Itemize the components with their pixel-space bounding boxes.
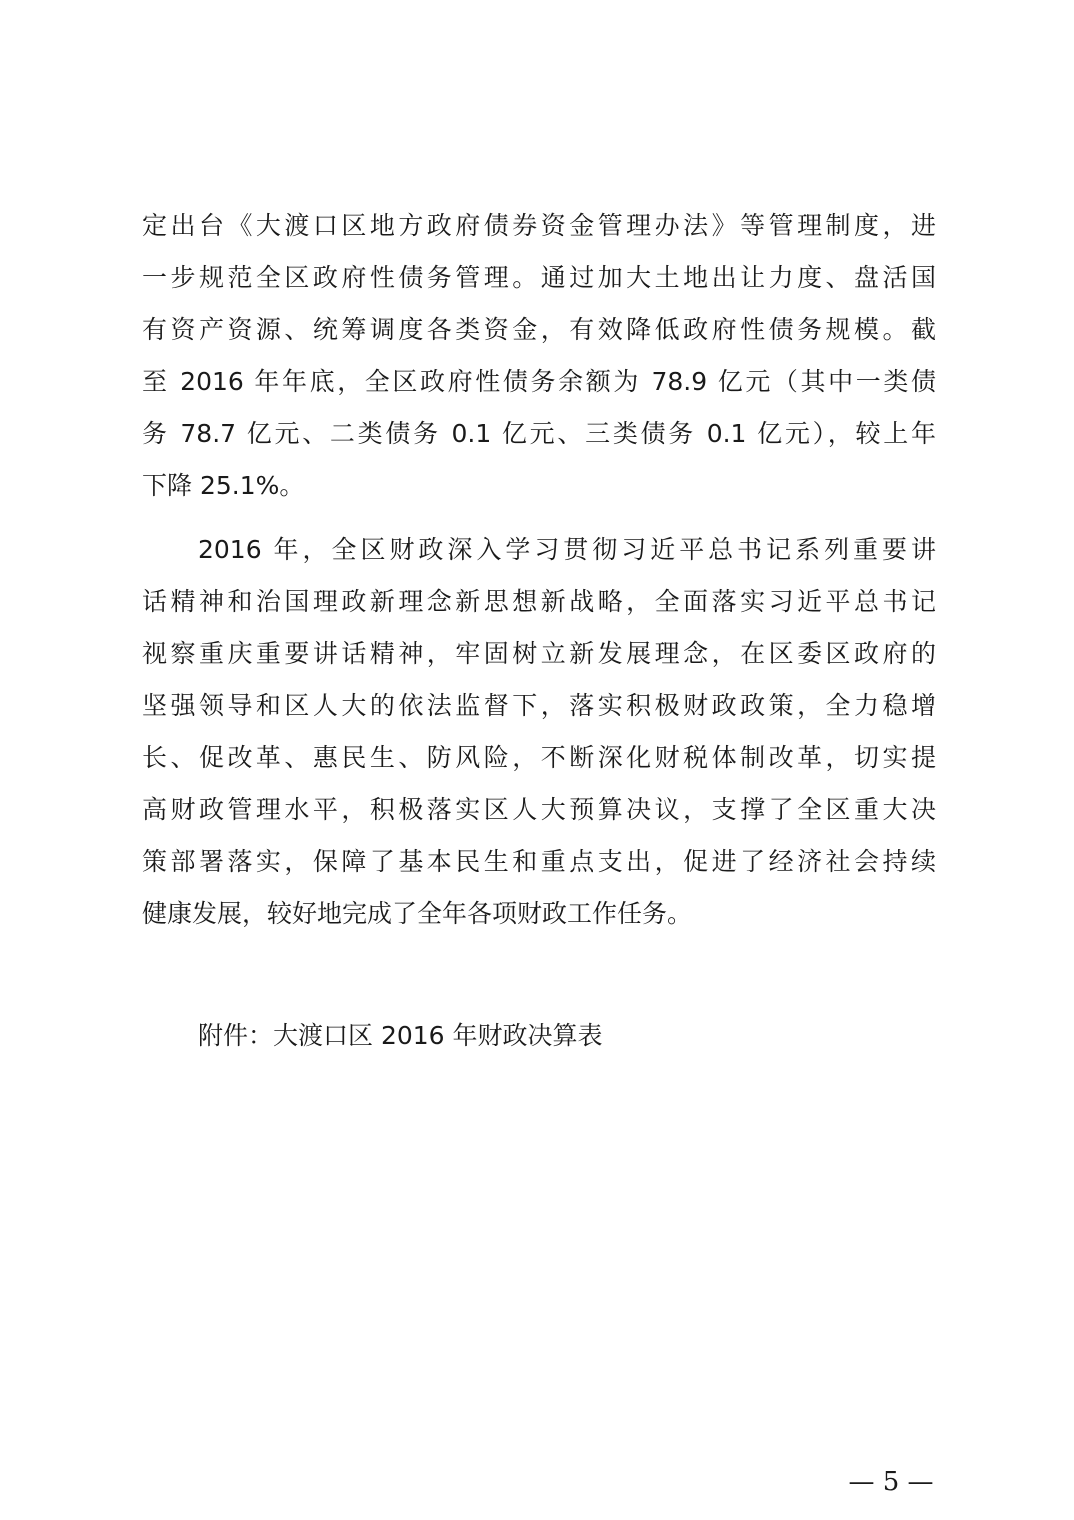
text-line: 策部署落实，保障了基本民生和重点支出，促进了经济社会持续 xyxy=(142,847,936,876)
text-line: 2016 年，全区财政深入学习贯彻习近平总书记系列重要讲 xyxy=(198,535,936,564)
text-line: 话精神和治国理政新理念新思想新战略，全面落实习近平总书记 xyxy=(142,587,936,616)
text-line: 一步规范全区政府性债务管理。通过加大土地出让力度、盘活国 xyxy=(142,263,936,292)
text-line: 高财政管理水平，积极落实区人大预算决议，支撑了全区重大决 xyxy=(142,795,936,824)
text-line: 视察重庆重要讲话精神，牢固树立新发展理念，在区委区政府的 xyxy=(142,639,936,668)
text-line: 有资产资源、统筹调度各类资金，有效降低政府性债务规模。截 xyxy=(142,315,936,344)
attachment-note: 附件：大渡口区 2016 年财政决算表 xyxy=(198,1021,603,1050)
text-line: 务 78.7 亿元、二类债务 0.1 亿元、三类债务 0.1 亿元），较上年 xyxy=(142,419,936,448)
text-line: 下降 25.1%。 xyxy=(142,471,305,500)
text-line: 坚强领导和区人大的依法监督下，落实积极财政政策，全力稳增 xyxy=(142,691,936,720)
text-line: 至 2016 年年底，全区政府性债务余额为 78.9 亿元（其中一类债 xyxy=(142,367,936,396)
text-line: 定出台《大渡口区地方政府债券资金管理办法》等管理制度，进 xyxy=(142,211,936,240)
page-number: — 5 — xyxy=(848,1467,934,1497)
text-line: 健康发展，较好地完成了全年各项财政工作任务。 xyxy=(142,899,693,928)
text-line: 长、促改革、惠民生、防风险，不断深化财税体制改革，切实提 xyxy=(142,743,936,772)
